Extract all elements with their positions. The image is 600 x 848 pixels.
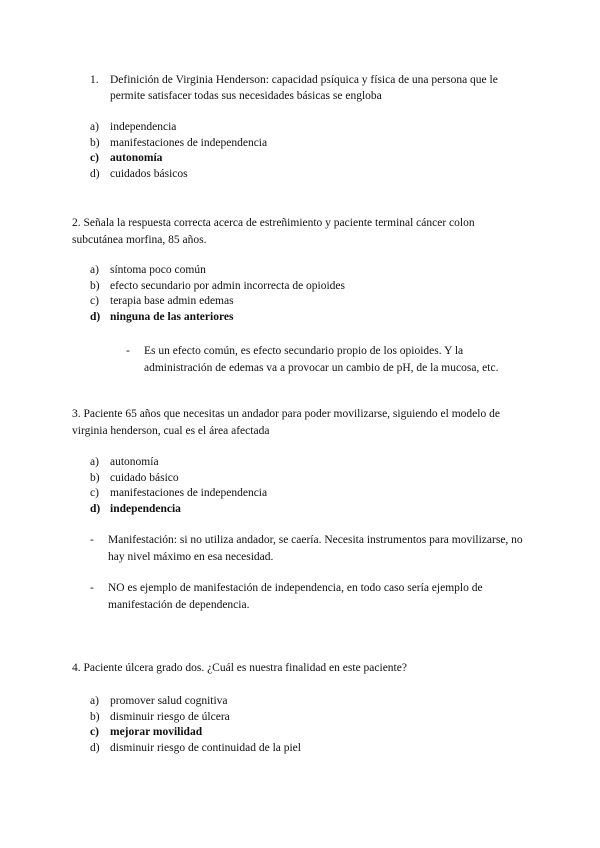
question-4-text: 4. Paciente úlcera grado dos. ¿Cuál es nuestra finalidad en este paciente? [72,662,407,674]
bullet-dash: - [90,534,94,546]
option-b: b) cuidado básico [90,471,179,484]
question-3 [72,406,528,440]
question-2-explanation [126,343,526,376]
explanation-note [90,580,526,613]
explanation-note [126,343,526,376]
question-1-options [90,120,546,182]
option-d: d) disminuir riesgo de continuidad de la piel [90,741,301,754]
question-4 [72,660,528,676]
bullet-dash: - [126,345,130,357]
option-d: d) cuidados básicos [90,167,188,180]
question-4-options [90,694,546,756]
question-1-title [90,72,526,104]
question-3-options [90,455,546,517]
question-2-options [90,263,546,325]
option-c-correct: c) mejorar movilidad [90,726,203,738]
question-1-number: 1. [90,74,99,86]
question-3-explanation-1 [90,532,526,565]
option-a: a) promover salud cognitiva [90,695,228,707]
option-d-correct: d) ninguna de las anteriores [90,310,234,323]
question-3-explanation-2 [90,580,526,613]
bullet-dash: - [90,582,94,594]
question-1 [90,72,526,104]
option-c-correct: c) autonomía [90,152,163,164]
option-b: b) disminuir riesgo de úlcera [90,710,230,723]
question-2 [72,215,528,249]
explanation-note [90,532,526,565]
question-3-text: 3. Paciente 65 años que necesitas un andador para poder movilizarse, siguiendo el modelo de virginia henderson, cual es el área afectada [72,408,500,437]
option-a: a) independencia [90,121,177,133]
question-1-text: Definición de Virginia Henderson: capacidad psíquica y física de una persona que le permite satisfacer todas sus necesidades básicas se engloba [110,74,498,102]
explanation-text: NO es ejemplo de manifestación de independencia, en todo caso sería ejemplo de manifestación de dependencia. [108,582,483,611]
option-c: c) terapia base admin edemas [90,295,234,307]
question-2-text: 2. Señala la respuesta correcta acerca de estreñimiento y paciente terminal cáncer colon subcutánea morfina, 85 años. [72,217,475,246]
option-c: c) manifestaciones de independencia [90,487,268,499]
option-b: b) efecto secundario por admin incorrecta de opioides [90,279,346,292]
option-a: a) síntoma poco común [90,264,206,276]
option-d-correct: d) independencia [90,502,181,515]
explanation-text: Es un efecto común, es efecto secundario propio de los opioides. Y la administración de edemas va a provocar un cambio de pH, de la mucosa, etc. [144,345,499,374]
explanation-text: Manifestación: si no utiliza andador, se caería. Necesita instrumentos para movilizarse, no hay nivel máximo en esa necesidad. [108,534,523,563]
option-b: b) manifestaciones de independencia [90,136,268,149]
option-a: a) autonomía [90,456,159,468]
